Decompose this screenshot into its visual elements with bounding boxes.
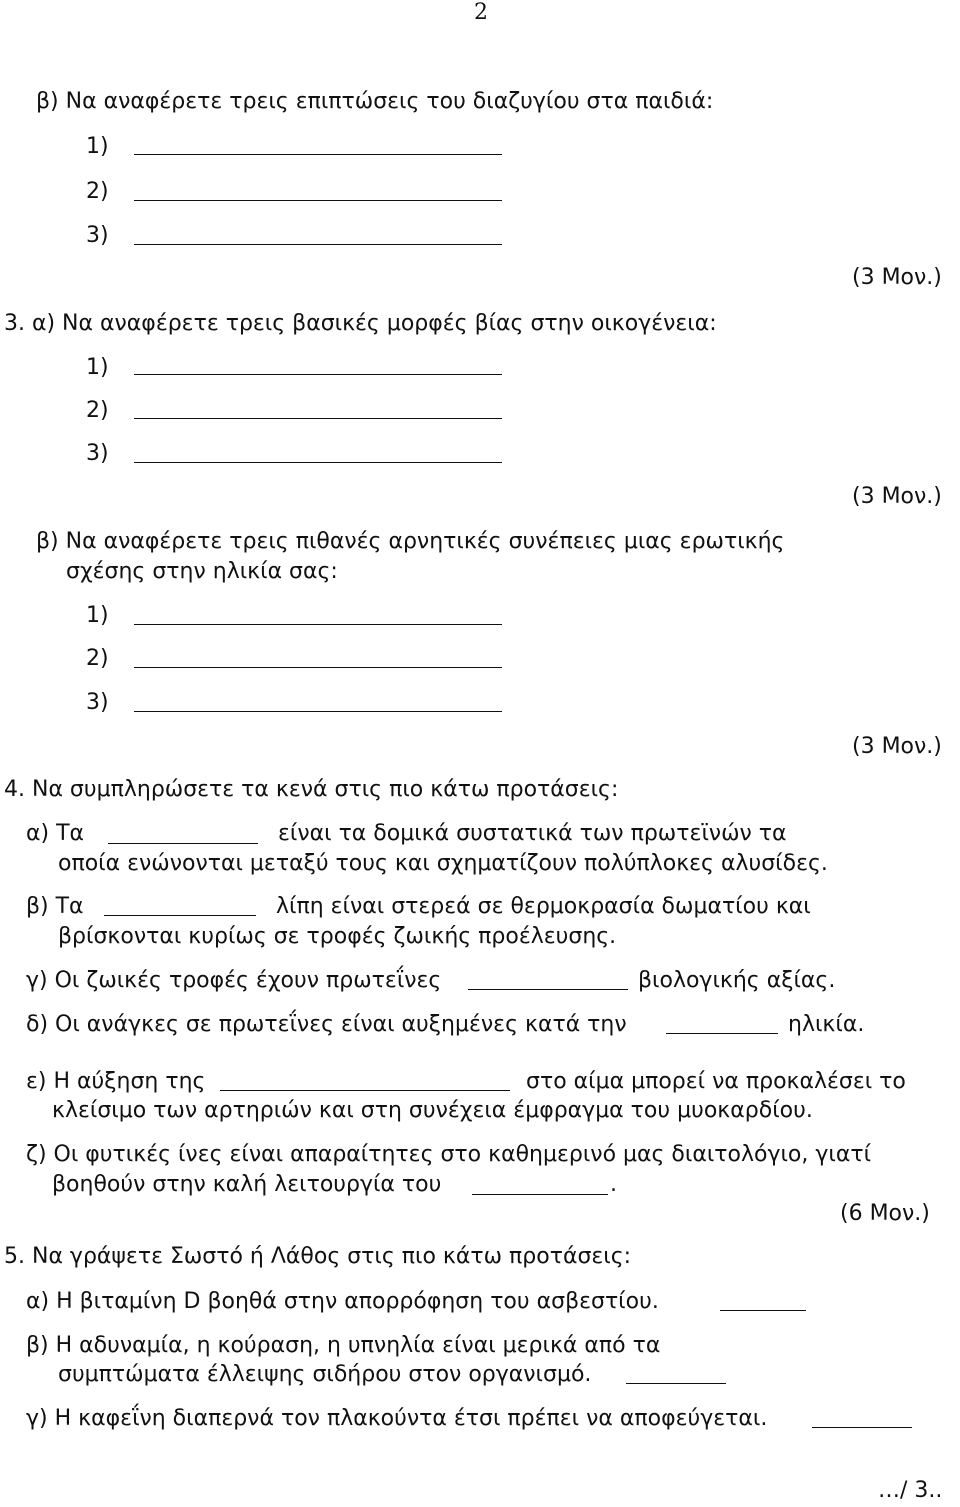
- q4e-prefix: ε) Η αύξηση της: [26, 1069, 206, 1094]
- q4b-blank[interactable]: [104, 915, 256, 916]
- q2b-answer-line-1[interactable]: [134, 154, 502, 155]
- q4e-blank[interactable]: [220, 1090, 510, 1091]
- q3b-item-1: 1): [86, 603, 109, 628]
- q5-prompt: 5. Να γράψετε Σωστό ή Λάθος στις πιο κάτω προτάσεις:: [4, 1244, 632, 1269]
- q4b-line-2: βρίσκονται κυρίως σε τροφές ζωικής προέλευσης.: [58, 924, 617, 949]
- q2b-item-2: 2): [86, 179, 109, 204]
- q4a-suffix: είναι τα δομικά συστατικά των πρωτεϊνών τα: [278, 821, 787, 846]
- q3a-item-1: 1): [86, 355, 109, 380]
- page-continuation: …/ 3..: [878, 1478, 943, 1503]
- q3b-prompt-line-1: β) Να αναφέρετε τρεις πιθανές αρνητικές συνέπειες μιας ερωτικής: [36, 529, 785, 554]
- q4z-suffix: .: [610, 1172, 617, 1197]
- q2b-item-1: 1): [86, 134, 109, 159]
- q4c-prefix: γ) Οι ζωικές τροφές έχουν πρωτεΐνες: [26, 968, 442, 993]
- q3a-item-2: 2): [86, 398, 109, 423]
- q4c-suffix: βιολογικής αξίας.: [638, 968, 836, 993]
- q5c-statement: γ) Η καφεΐνη διαπερνά τον πλακούντα έτσι πρέπει να αποφεύγεται.: [26, 1406, 768, 1431]
- q4a-line-2: οποία ενώνονται μεταξύ τους και σχηματίζουν πολύπλοκες αλυσίδες.: [58, 851, 828, 876]
- q5a-statement: α) Η βιταμίνη D βοηθά στην απορρόφηση του ασβεστίου.: [26, 1289, 659, 1314]
- q4-prompt: 4. Να συμπληρώσετε τα κενά στις πιο κάτω προτάσεις:: [4, 777, 619, 802]
- q4a-prefix: α) Τα: [26, 821, 85, 846]
- q3a-prompt: 3. α) Να αναφέρετε τρεις βασικές μορφές βίας στην οικογένεια:: [4, 311, 717, 336]
- q4b-suffix: λίπη είναι στερεά σε θερμοκρασία δωματίου και: [276, 894, 811, 919]
- q5b-line-2: συμπτώματα έλλειψης σιδήρου στον οργανισμό.: [58, 1362, 592, 1387]
- q3a-answer-line-1[interactable]: [134, 374, 502, 375]
- q2b-item-3: 3): [86, 223, 109, 248]
- q2b-prompt: β) Να αναφέρετε τρεις επιπτώσεις του διαζυγίου στα παιδιά:: [36, 89, 714, 114]
- q2b-answer-line-3[interactable]: [134, 244, 502, 245]
- q3b-answer-line-1[interactable]: [134, 624, 502, 625]
- q3b-item-3: 3): [86, 690, 109, 715]
- q2b-marks: (3 Μον.): [852, 265, 942, 290]
- q3b-answer-line-2[interactable]: [134, 667, 502, 668]
- q3a-marks: (3 Μον.): [852, 484, 942, 509]
- q5b-answer-blank[interactable]: [626, 1383, 726, 1384]
- q5c-answer-blank[interactable]: [812, 1427, 912, 1428]
- q4b-prefix: β) Τα: [26, 894, 84, 919]
- q4z-blank[interactable]: [472, 1194, 608, 1195]
- q4-marks: (6 Μον.): [840, 1201, 930, 1226]
- q4d-suffix: ηλικία.: [788, 1012, 865, 1037]
- q5a-answer-blank[interactable]: [720, 1310, 806, 1311]
- q4c-blank[interactable]: [468, 989, 628, 990]
- q3b-answer-line-3[interactable]: [134, 711, 502, 712]
- q4e-suffix: στο αίμα μπορεί να προκαλέσει το: [526, 1069, 906, 1094]
- q3a-item-3: 3): [86, 441, 109, 466]
- q5b-line-1: β) Η αδυναμία, η κούραση, η υπνηλία είναι μερικά από τα: [26, 1333, 661, 1358]
- q4d-prefix: δ) Οι ανάγκες σε πρωτεΐνες είναι αυξημένες κατά την: [26, 1012, 627, 1037]
- q3b-marks: (3 Μον.): [852, 734, 942, 759]
- q3a-answer-line-3[interactable]: [134, 462, 502, 463]
- q4z-line-1: ζ) Οι φυτικές ίνες είναι απαραίτητες στο καθημερινό μας διαιτολόγιο, γιατί: [26, 1142, 872, 1167]
- page-number: 2: [474, 0, 488, 25]
- q4e-line-2: κλείσιμο των αρτηριών και στη συνέχεια έμφραγμα του μυοκαρδίου.: [52, 1098, 813, 1123]
- q4d-blank[interactable]: [666, 1033, 778, 1034]
- q4z-prefix: βοηθούν στην καλή λειτουργία του: [52, 1172, 442, 1197]
- q3b-prompt-line-2: σχέσης στην ηλικία σας:: [66, 559, 338, 584]
- q4a-blank[interactable]: [108, 843, 258, 844]
- q3b-item-2: 2): [86, 646, 109, 671]
- q2b-answer-line-2[interactable]: [134, 200, 502, 201]
- q3a-answer-line-2[interactable]: [134, 418, 502, 419]
